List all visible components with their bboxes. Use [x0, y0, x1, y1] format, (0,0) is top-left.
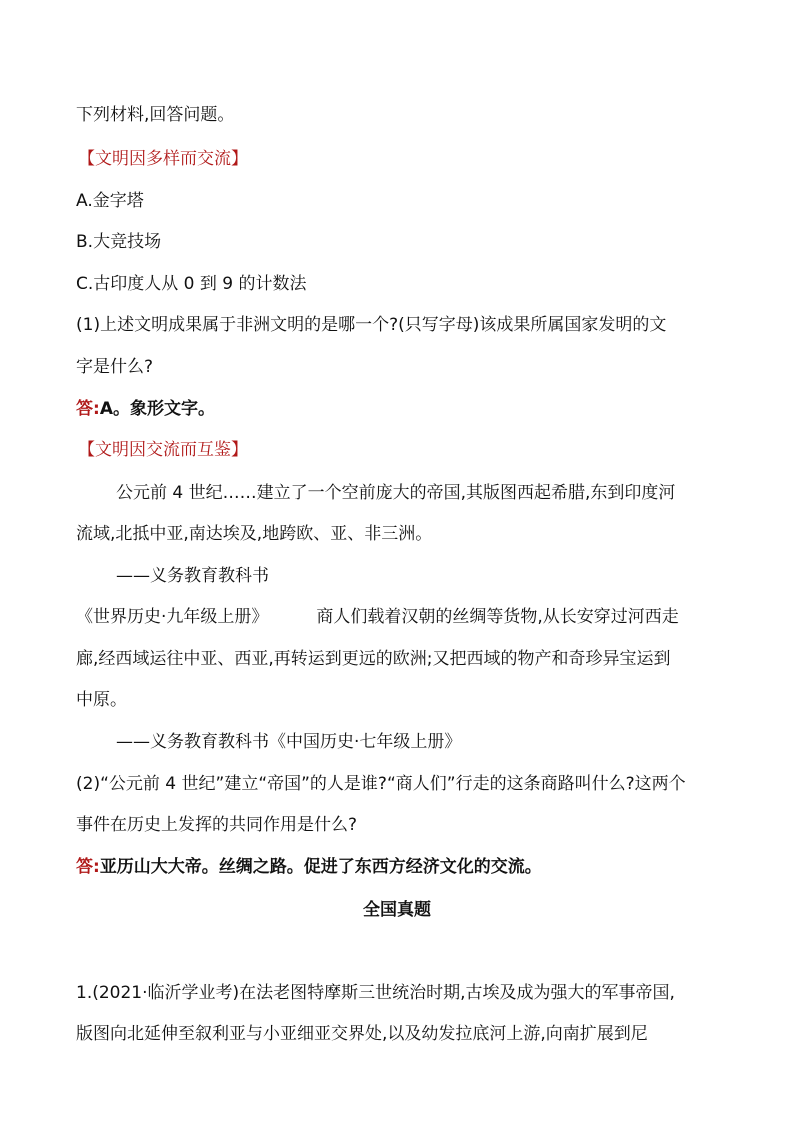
answer-2 — [76, 856, 542, 878]
source-2: ——义务教育教科书《中国历史·七年级上册》 — [116, 732, 462, 752]
question-2-line-1: (2)“公元前 4 世纪”建立“帝国”的人是谁?“商人们”行走的这条商路叫什么?这两个 — [76, 774, 686, 794]
option-c: C.古印度人从 0 到 9 的计数法 — [76, 274, 307, 294]
section-heading-exchange: 【文明因交流而互鉴】 — [78, 440, 248, 460]
answer-text: A。象形文字。 — [99, 399, 215, 419]
answer-text: 亚历山大大帝。丝绸之路。促进了东西方经济文化的交流。 — [99, 857, 542, 877]
section-heading-diversity: 【文明因多样而交流】 — [78, 149, 248, 169]
intro-text: 下列材料,回答问题。 — [76, 105, 235, 125]
material-1-line-1: 公元前 4 世纪……建立了一个空前庞大的帝国,其版图西起希腊,东到印度河 — [116, 483, 676, 503]
question-1-line-1: (1)上述文明成果属于非洲文明的是哪一个?(只写字母)该成果所属国家发明的文 — [76, 315, 667, 335]
option-b: B.大竞技场 — [76, 232, 162, 252]
material-2-line-2: 廊,经西域运往中亚、西亚,再转运到更远的欧洲;又把西域的物产和奇珍异宝运到 — [76, 649, 671, 669]
question-n1-line-1: 1.(2021·临沂学业考)在法老图特摩斯三世统治时期,古埃及成为强大的军事帝国, — [76, 983, 675, 1003]
answer-label: 答: — [76, 399, 100, 419]
section-title: 全国真题 — [363, 900, 431, 920]
question-2-line-2: 事件在历史上发挥的共同作用是什么? — [76, 815, 358, 835]
book-title: 《世界历史·九年级上册》 — [76, 607, 269, 627]
material-2-line-1 — [76, 606, 679, 628]
source-1: ——义务教育教科书 — [116, 566, 269, 586]
material-2-line-3: 中原。 — [76, 690, 127, 710]
answer-label: 答: — [76, 857, 100, 877]
question-n1-line-2: 版图向北延伸至叙利亚与小亚细亚交界处,以及幼发拉底河上游,向南扩展到尼 — [76, 1024, 648, 1044]
question-1-line-2: 字是什么? — [76, 357, 154, 377]
material-2-text: 商人们载着汉朝的丝绸等货物,从长安穿过河西走 — [316, 607, 679, 627]
option-a: A.金字塔 — [76, 191, 144, 211]
answer-1 — [76, 398, 215, 420]
material-1-line-2: 流域,北抵中亚,南达埃及,地跨欧、亚、非三洲。 — [76, 524, 433, 544]
